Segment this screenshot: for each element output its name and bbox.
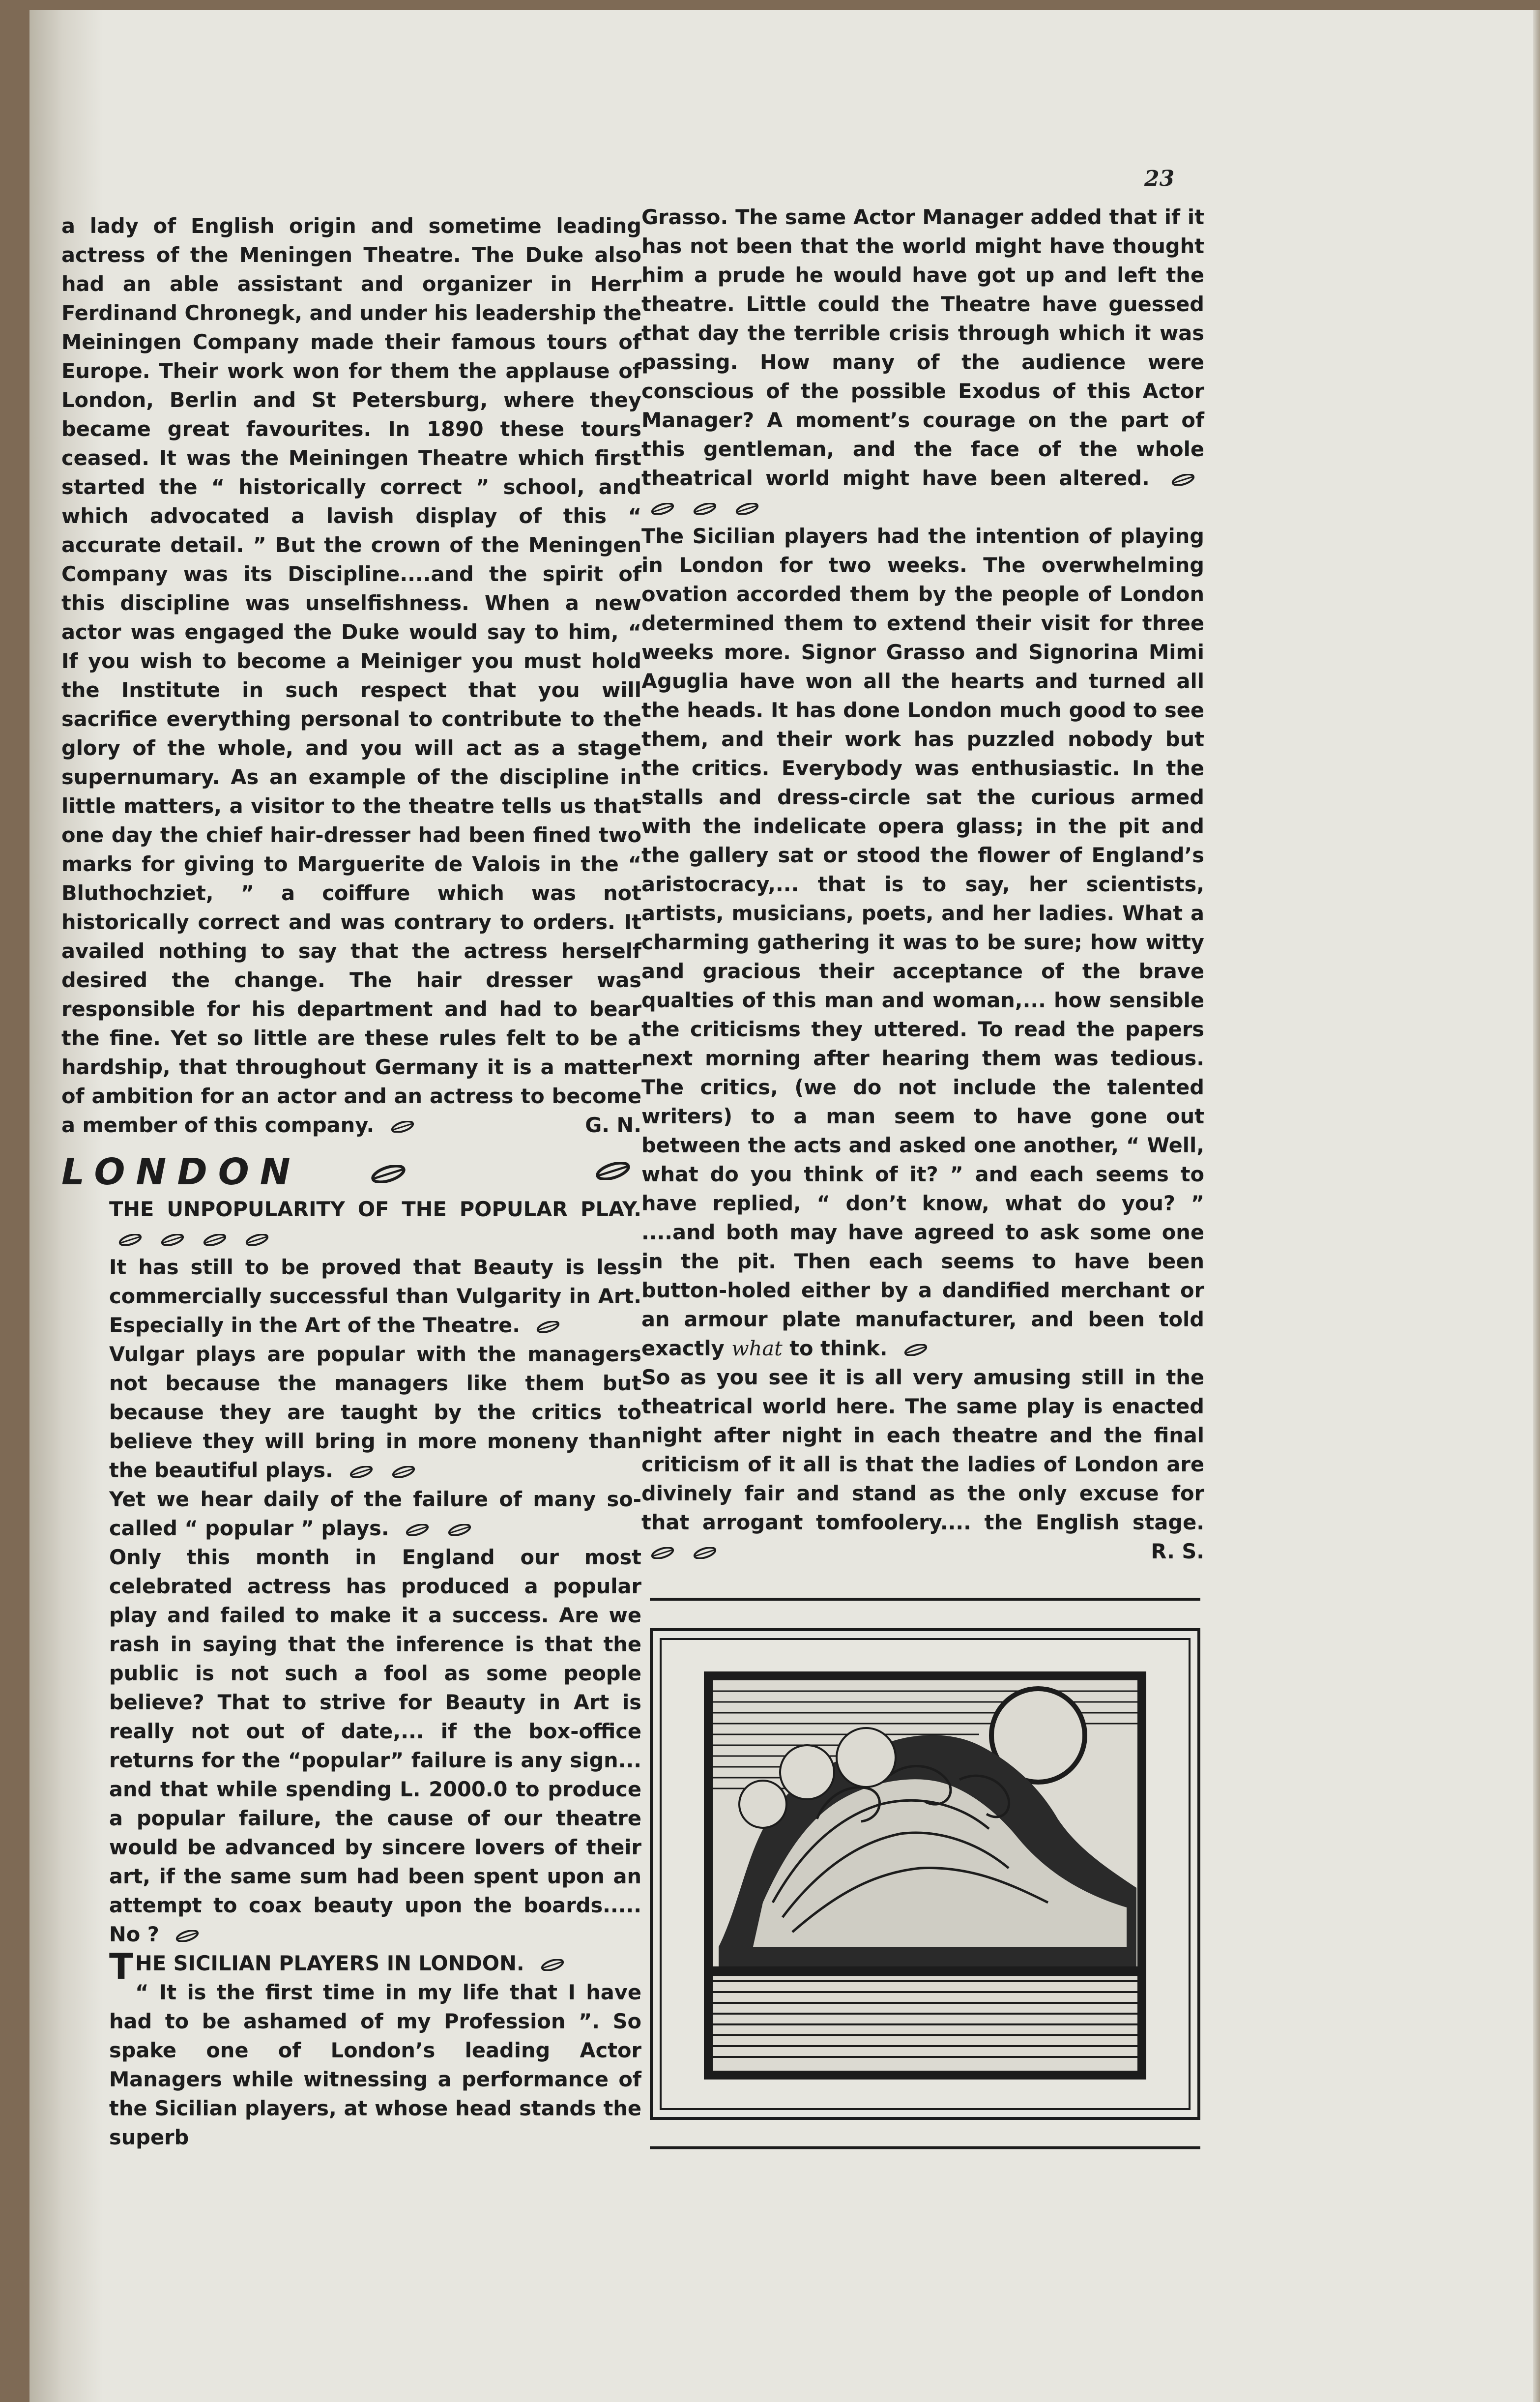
leaf-ornament-icon — [593, 1162, 633, 1180]
leaf-ornament-icon — [693, 503, 717, 515]
paragraph — [109, 1253, 641, 1340]
horizontal-rule — [650, 2146, 1200, 2149]
page-edge — [1533, 10, 1540, 2402]
page-number: 23 — [1144, 166, 1175, 191]
leaf-ornament-icon — [369, 1165, 408, 1183]
leaf-ornament-icon — [405, 1524, 430, 1536]
wave-and-sun-woodcut-icon — [704, 1671, 1146, 2080]
paragraph — [109, 1485, 641, 1543]
leaf-ornament-icon — [735, 503, 759, 515]
paragraph-text: “ It is the first time in my life that I have had to be ashamed of my Profession ”. So spake one of London’s leading Actor Managers while witnessing a performance of the Sicilian players, at whose head stands the superb — [109, 1980, 641, 2149]
leaf-ornament-icon — [349, 1466, 374, 1478]
leaf-ornament-icon — [540, 1959, 565, 1971]
london-article-body — [61, 1253, 641, 2152]
leaf-ornament-icon — [650, 503, 675, 515]
leaf-ornament-icon — [903, 1344, 928, 1356]
paragraph-text: Vulgar plays are popular with the managers not because the managers like them but because they are taught by the critics to believe they will bring in more moneny than the beautiful plays. — [109, 1342, 641, 1482]
leaf-ornament-icon — [245, 1234, 269, 1246]
leaf-ornament-icon — [390, 1121, 415, 1133]
leaf-ornament-icon — [447, 1524, 472, 1536]
paragraph — [109, 1340, 641, 1485]
section-heading — [61, 1152, 641, 1192]
section-heading-text: LONDON — [61, 1151, 301, 1193]
left-column — [61, 211, 641, 2152]
paragraph — [641, 522, 1204, 1363]
document-page — [29, 10, 1540, 2402]
sicilian-heading — [109, 1946, 641, 1987]
article-subheading-text: THE UNPOPULARITY OF THE POPULAR PLAY. — [109, 1197, 641, 1221]
drop-cap: T — [109, 1946, 134, 1987]
author-signature: R. S. — [1151, 1539, 1204, 1563]
leaf-ornament-icon — [536, 1321, 560, 1333]
paragraph — [109, 1543, 641, 1949]
paragraph-text: Only this month in England our most celebrated actress has produced a popular play and failed to make it a success. Are we rash in saying that the inference is that the public is not such a fool as some people believe? That to strive for Beauty in Art is really not out of date,... if the box-office returns for the “popular” failure is any sign... and that while spending L. 2000.0 to produce a popular failure, the cause of our theatre would be advanced by sincere lovers of their art, if the same sum had been spent upon an attempt to coax beauty upon the boards..... No ? — [109, 1545, 641, 1946]
paragraph-text: to think. — [789, 1336, 888, 1360]
sicilian-heading-text: HE SICILIAN PLAYERS IN LONDON. — [135, 1951, 524, 1975]
paragraph — [641, 1363, 1204, 1566]
paragraph-text: The Sicilian players had the intention of playing in London for two weeks. The overwhelming ovation accorded them by the people of London determined them to extend their visit for three weeks more. Signor Grasso and Signorina Mimi Aguglia have won all the hearts and turned all the heads. It has done London much good to see them, and their work has puzzled nobody but the critics. Everybody was enthusiastic. In the stalls and dress-circle sat the curious armed with the indelicate opera glass; in the pit and the gallery sat or stood the flower of England’s aristocracy,... that is to say, her scientists, artists, musicians, poets, and her ladies. What a charming gathering it was to be sure; how witty and gracious their acceptance of the brave qualties of this man and woman,... how sensible the criticisms they uttered. To read the papers next morning after hearing them was tedious. The critics, (we do not include the talented writers) to a man seem to have gone out between the acts and asked one another, “ Well, what do you think of it? ” and each seems to have replied, “ don’t know, what do you? ” ....and both may have agreed to ask some one in the pit. Then each seems to have been button-holed either by a dandified merchant or an armour plate manufacturer, and been told exactly — [641, 524, 1204, 1360]
paragraph-text: So as you see it is all very amusing still in the theatrical world here. The same play is enacted night after night in each theatre and the final criticism of it all is that the ladies of London are divinely fair and stand as the only excuse for that arrogant tomfoolery.... the English stage. — [641, 1365, 1204, 1534]
emphasis-text: what — [731, 1336, 783, 1360]
horizontal-rule — [650, 1598, 1200, 1601]
article-subheading — [61, 1195, 641, 1253]
right-column — [641, 203, 1204, 1566]
leaf-ornament-icon — [391, 1466, 416, 1478]
paragraph-text: Grasso. The same Actor Manager added that if it has not been that the world might have thought him a prude he would have got up and left the theatre. Little could the Theatre have guessed that day the terrible crisis through which it was passing. How many of the audience were conscious of the possible Exodus of this Actor Manager? A moment’s courage on the part of this gentleman, and the face of the whole theatrical world might have been altered. — [641, 205, 1204, 490]
leaf-ornament-icon — [693, 1547, 717, 1559]
paragraph-text: a lady of English origin and sometime leading actress of the Meningen Theatre. The Duke also had an able assistant and organizer in Herr Ferdinand Chronegk, and under his leadership the Meiningen Company made their famous tours of Europe. Their work won for them the applause of London, Berlin and St Petersburg, where they became great favourites. In 1890 these tours ceased. It was the Meiningen Theatre which first started the “ historically correct ” school, and which advocated a lavish display of this “ accurate detail. ” But the crown of the Meningen Company was its Discipline....and the spirit of this discipline was unselfishness. When a new actor was engaged the Duke would say to him, “ If you wish to become a Meiniger you must hold the Institute in such respect that you will sacrifice everything personal to contribute to the glory of the whole, and you will act as a stage supernumary. As an example of the discipline in little matters, a visitor to the theatre tells us that one day the chief hair-dresser had been fined two marks for giving to Marguerite de Valois in the “ Bluthochziet, ” a coiffure which was not historically correct and was contrary to orders. It availed nothing to say that the actress herself desired the change. The hair dresser was responsible for his department and had to bear the fine. Yet so little are these rules felt to be a hardship, that throughout Germany it is a matter of ambition for an actor and an actress to become a member of this company. — [61, 214, 641, 1137]
leaf-ornament-icon — [175, 1930, 200, 1942]
leaf-ornament-icon — [650, 1547, 675, 1559]
leaf-ornament-icon — [160, 1234, 185, 1246]
paragraph — [641, 203, 1204, 522]
author-signature: G. N. — [585, 1113, 641, 1137]
paragraph — [109, 1978, 641, 2152]
leaf-ornament-icon — [1171, 474, 1195, 486]
leaf-ornament-icon — [118, 1234, 143, 1246]
leaf-ornament-icon — [203, 1234, 227, 1246]
paragraph — [61, 211, 641, 1140]
paragraph-text: It has still to be proved that Beauty is less commercially successful than Vulgarity in Art. Especially in the Art of the Theatre. — [109, 1255, 641, 1337]
paragraph-text: Yet we hear daily of the failure of many so-called “ popular ” plays. — [109, 1487, 641, 1540]
